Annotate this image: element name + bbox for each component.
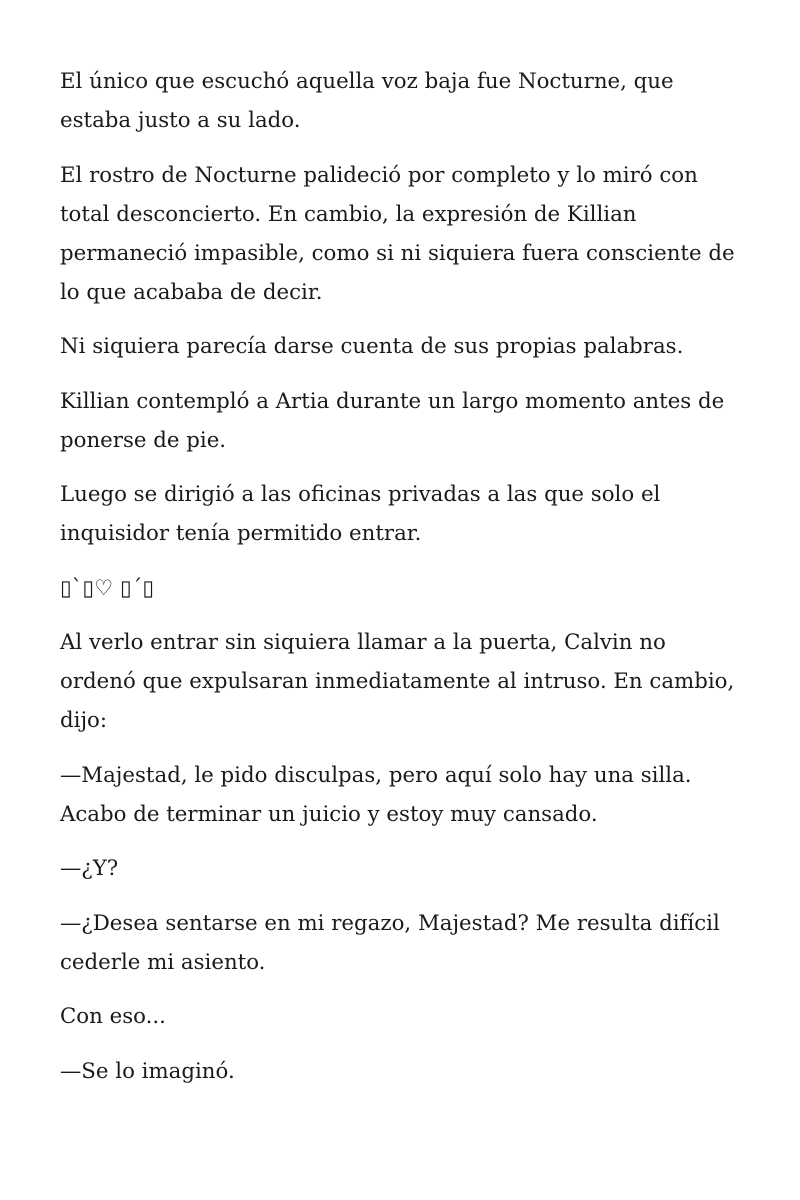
paragraph: El único que escuchó aquella voz baja fue Nocturne, que estaba justo a su lado. [60,69,674,133]
dialogue-line: —¿Desea sentarse en mi regazo, Majestad? Me resulta difícil cederle mi asiento. [60,910,720,975]
paragraph: Killian contempló a Artia durante un largo momento antes de ponerse de pie. [60,388,725,453]
paragraph: Al verlo entrar sin siquiera llamar a la puerta, Calvin no ordenó que expulsaran inmediatamente al intruso. En cambio, dijo: [60,630,735,733]
document-page [60,62,740,1106]
paragraph: Ni siquiera parecía darse cuenta de sus propias palabras. [60,334,684,359]
paragraph: Con eso... [60,1004,166,1029]
paragraph: Luego se dirigió a las oficinas privadas a las que solo el inquisidor tenía permitido entrar. [60,482,661,546]
dialogue-line: —Majestad, le pido disculpas, pero aquí solo hay una silla. Acabo de terminar un juicio y estoy muy cansado. [60,762,692,827]
scene-break-ornament: ▯`▯♡ ▯´▯ [60,575,155,601]
paragraph: El rostro de Nocturne palideció por completo y lo miró con total desconcierto. En cambio, la expresión de Killian permaneció impasible, como si ni siquiera fuera consciente de lo que acababa de decir. [60,162,735,305]
dialogue-line: —¿Y? [60,856,119,881]
dialogue-line: —Se lo imaginó. [60,1058,235,1084]
